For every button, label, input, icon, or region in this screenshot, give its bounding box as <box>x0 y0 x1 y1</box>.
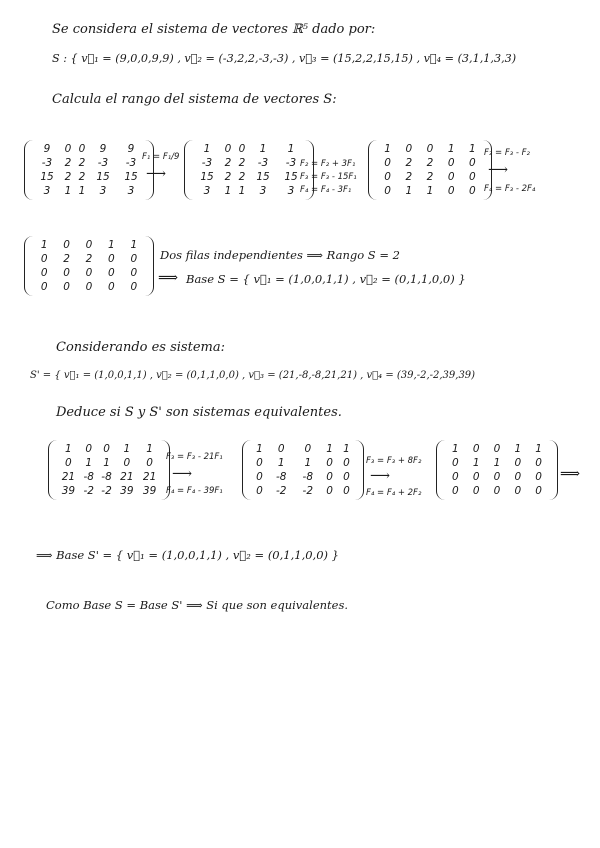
matrix-cell: 1 <box>277 457 285 469</box>
matrix-cell: 0 <box>130 253 138 265</box>
m7-table <box>445 442 549 498</box>
arrow-7: ⟹ <box>560 466 581 482</box>
row-op-3b <box>484 184 535 194</box>
matrix-cell: 0 <box>514 471 522 483</box>
matrix-cell: -3 <box>285 157 297 169</box>
m2-table <box>193 142 305 198</box>
matrix-cell: 0 <box>469 171 476 183</box>
matrix-cell: 2 <box>78 157 86 169</box>
matrix-row <box>33 280 145 294</box>
matrix-cell: 1 <box>469 143 476 155</box>
matrix-cell: -2 <box>83 485 94 497</box>
matrix-cell: -8 <box>275 471 287 483</box>
matrix-1 <box>24 140 154 200</box>
matrix-row <box>377 156 483 170</box>
row-op-6 <box>366 456 421 466</box>
matrix-cell: 0 <box>63 281 70 293</box>
conclusion-line: Como Base S = Base S' ⟹ Si que son equivalentes. <box>46 598 349 612</box>
result-base-s: Base S = { v⃗₁ = (1,0,0,1,1) , v⃗₂ = (0,1,1,0,0) } <box>186 272 466 286</box>
matrix-cell: 0 <box>535 485 542 497</box>
matrix-row <box>377 142 483 156</box>
matrix-cell: 2 <box>224 171 232 183</box>
matrix-cell: 2 <box>405 171 413 183</box>
matrix-cell: 0 <box>472 471 480 483</box>
matrix-cell: 0 <box>256 471 263 483</box>
matrix-row <box>33 266 145 280</box>
matrix-cell: 1 <box>452 443 459 455</box>
matrix-cell: 0 <box>452 457 459 469</box>
matrix-cell: 0 <box>343 471 350 483</box>
matrix-cell: 0 <box>469 185 476 197</box>
matrix-cell: 0 <box>40 281 48 293</box>
matrix-cell: 0 <box>472 443 480 455</box>
matrix-cell: 1 <box>40 239 48 251</box>
matrix-cell: 15 <box>256 171 270 183</box>
matrix-4 <box>24 236 154 296</box>
matrix-cell: 0 <box>343 485 350 497</box>
matrix-cell: 1 <box>130 239 138 251</box>
system-s2-line: S' = { v⃗₁ = (1,0,0,1,1) , v⃗₂ = (0,1,1,0,0) , v⃗₃ = (21,-8,-8,21,21) , v⃗₄ = (39,-2,-2,39,39) <box>30 370 476 381</box>
matrix-row <box>193 184 305 198</box>
matrix-cell: 3 <box>287 185 295 197</box>
matrix-cell: -3 <box>41 157 53 169</box>
matrix-cell: 1 <box>259 143 267 155</box>
matrix-cell: 0 <box>405 143 413 155</box>
matrix-cell: 0 <box>64 143 72 155</box>
matrix-row <box>33 156 145 170</box>
matrix-cell: 1 <box>103 457 110 469</box>
matrix-cell: 0 <box>493 443 501 455</box>
matrix-cell: 0 <box>277 443 285 455</box>
result-rank: Dos filas independientes ⟹ Rango S = 2 <box>160 248 400 262</box>
arrow-1: ⟶ <box>146 166 167 182</box>
matrix-cell: 0 <box>130 267 138 279</box>
matrix-cell: -8 <box>302 471 314 483</box>
matrix-cell: 0 <box>452 485 459 497</box>
matrix-row <box>193 170 305 184</box>
matrix-cell: 15 <box>284 171 298 183</box>
matrix-cell: 0 <box>108 253 115 265</box>
matrix-cell: 0 <box>256 485 263 497</box>
matrix-cell: 39 <box>120 485 134 497</box>
matrix-cell: 15 <box>96 171 110 183</box>
matrix-cell: 0 <box>326 485 333 497</box>
row-op-1-line: F₁ = F₁/9 <box>142 152 180 162</box>
m6-table <box>251 442 355 498</box>
matrix-cell: -3 <box>125 157 137 169</box>
matrix-cell: 0 <box>40 253 48 265</box>
task-line: Calcula el rango del sistema de vectores S: <box>52 92 337 107</box>
matrix-cell: 1 <box>224 185 232 197</box>
matrix-5 <box>48 440 170 500</box>
matrix-cell: 39 <box>142 485 157 497</box>
matrix-cell: -2 <box>275 485 287 497</box>
matrix-cell: 0 <box>130 281 138 293</box>
matrix-cell: 0 <box>447 171 455 183</box>
row-op-3 <box>484 148 530 158</box>
matrix-cell: 1 <box>65 443 72 455</box>
matrix-row <box>445 442 549 456</box>
matrix-cell: 1 <box>535 443 542 455</box>
matrix-cell: 0 <box>304 443 312 455</box>
arrow-3: ⟶ <box>488 162 509 178</box>
arrow-4: ⟹ <box>158 270 179 286</box>
matrix-row <box>57 470 161 484</box>
matrix-cell: 0 <box>493 485 501 497</box>
matrix-cell: 0 <box>224 143 232 155</box>
matrix-cell: 9 <box>43 143 51 155</box>
matrix-cell: 0 <box>514 485 522 497</box>
matrix-cell: 1 <box>447 143 455 155</box>
matrix-cell: 3 <box>99 185 107 197</box>
matrix-cell: 1 <box>203 143 211 155</box>
matrix-row <box>57 442 161 456</box>
matrix-cell: 0 <box>469 157 476 169</box>
matrix-cell: 0 <box>65 457 72 469</box>
matrix-cell: 0 <box>535 457 542 469</box>
matrix-cell: 15 <box>40 171 54 183</box>
matrix-cell: 21 <box>142 471 157 483</box>
matrix-cell: 1 <box>78 185 86 197</box>
matrix-row <box>251 470 355 484</box>
matrix-row <box>33 170 145 184</box>
arrow-5: ⟶ <box>172 466 193 482</box>
row-op-5-line-1: F₃ = F₃ - 21F₁ <box>166 452 223 462</box>
row-op-2-line-1: F₂ = F₂ + 3F₁ <box>300 159 356 169</box>
matrix-7 <box>436 440 558 500</box>
system-s-line: S : { v⃗₁ = (9,0,0,9,9) , v⃗₂ = (-3,2,2,-3,-3) , v⃗₃ = (15,2,2,15,15) , v⃗₄ = (3,1,1,3,3) <box>52 52 517 65</box>
matrix-row <box>251 484 355 498</box>
matrix-cell: 2 <box>85 253 93 265</box>
matrix-cell: 1 <box>123 443 131 455</box>
matrix-row <box>251 456 355 470</box>
matrix-cell: 0 <box>103 443 110 455</box>
row-op-6b <box>366 488 421 498</box>
matrix-row <box>33 238 145 252</box>
matrix-row <box>377 170 483 184</box>
matrix-cell: 0 <box>78 143 86 155</box>
matrix-row <box>251 442 355 456</box>
matrix-cell: -2 <box>302 485 314 497</box>
matrix-cell: 0 <box>63 267 70 279</box>
matrix-cell: 1 <box>146 443 153 455</box>
row-op-5b <box>166 486 223 496</box>
matrix-cell: 0 <box>493 471 501 483</box>
matrix-cell: 0 <box>535 471 542 483</box>
consider-line: Considerando es sistema: <box>56 340 225 355</box>
matrix-cell: 1 <box>493 457 501 469</box>
row-op-1 <box>142 152 179 162</box>
matrix-6 <box>242 440 364 500</box>
matrix-cell: 15 <box>124 171 138 183</box>
row-op-2 <box>300 158 357 197</box>
row-op-5-line-2: F₄ = F₄ - 39F₁ <box>166 486 223 496</box>
matrix-cell: 21 <box>120 471 134 483</box>
matrix-cell: 0 <box>40 267 48 279</box>
matrix-cell: 0 <box>343 457 350 469</box>
matrix-cell: 0 <box>63 239 70 251</box>
matrix-cell: 2 <box>63 253 70 265</box>
matrix-cell: 0 <box>326 457 333 469</box>
matrix-row <box>445 470 549 484</box>
matrix-row <box>57 484 161 498</box>
m5-table <box>57 442 161 498</box>
matrix-row <box>445 484 549 498</box>
matrix-3 <box>368 140 492 200</box>
matrix-cell: 2 <box>238 157 246 169</box>
arrow-6: ⟶ <box>370 468 391 484</box>
matrix-cell: 1 <box>256 443 263 455</box>
matrix-cell: 2 <box>78 171 86 183</box>
matrix-cell: -3 <box>257 157 269 169</box>
matrix-cell: 2 <box>405 157 413 169</box>
matrix-cell: 2 <box>238 171 246 183</box>
matrix-row <box>33 252 145 266</box>
m3-table <box>377 142 483 198</box>
matrix-cell: 0 <box>85 267 93 279</box>
row-op-2-line-3: F₄ = F₄ - 3F₁ <box>300 185 352 195</box>
matrix-cell: 0 <box>384 185 391 197</box>
matrix-cell: 1 <box>343 443 350 455</box>
matrix-cell: 1 <box>287 143 295 155</box>
matrix-row <box>193 142 305 156</box>
matrix-cell: 0 <box>472 485 480 497</box>
matrix-row <box>193 156 305 170</box>
matrix-cell: -2 <box>101 485 112 497</box>
m4-table <box>33 238 145 294</box>
matrix-row <box>377 184 483 198</box>
matrix-cell: -8 <box>83 471 94 483</box>
matrix-cell: 0 <box>108 267 115 279</box>
matrix-cell: 1 <box>108 239 115 251</box>
matrix-cell: 0 <box>256 457 263 469</box>
matrix-cell: 2 <box>224 157 232 169</box>
matrix-cell: 0 <box>123 457 131 469</box>
matrix-cell: 0 <box>85 239 93 251</box>
matrix-cell: 1 <box>64 185 72 197</box>
matrix-cell: 39 <box>61 485 76 497</box>
matrix-cell: 0 <box>238 143 246 155</box>
matrix-cell: 3 <box>43 185 51 197</box>
matrix-cell: 0 <box>384 157 391 169</box>
matrix-cell: 1 <box>426 185 434 197</box>
matrix-cell: 0 <box>146 457 153 469</box>
matrix-cell: 0 <box>85 443 93 455</box>
matrix-cell: 1 <box>514 443 522 455</box>
matrix-row <box>445 456 549 470</box>
matrix-cell: 0 <box>326 471 333 483</box>
matrix-cell: 0 <box>452 471 459 483</box>
row-op-3-line-2: F₄ = F₃ - 2F₄ <box>484 184 536 194</box>
matrix-cell: 3 <box>127 185 135 197</box>
matrix-cell: 1 <box>304 457 312 469</box>
matrix-cell: 1 <box>384 143 391 155</box>
row-op-3-line-1: F₃ = F₃ - F₂ <box>484 148 530 158</box>
matrix-cell: -3 <box>97 157 109 169</box>
matrix-cell: 0 <box>447 157 455 169</box>
matrix-cell: 0 <box>108 281 115 293</box>
matrix-cell: 1 <box>472 457 480 469</box>
row-op-6-line-1: F₃ = F₃ + 8F₂ <box>366 456 422 466</box>
matrix-cell: -8 <box>101 471 112 483</box>
row-op-2-line-2: F₃ = F₃ - 15F₁ <box>300 172 357 182</box>
m1-table <box>33 142 145 198</box>
matrix-cell: 15 <box>200 171 214 183</box>
matrix-cell: 1 <box>238 185 246 197</box>
matrix-cell: 9 <box>127 143 135 155</box>
matrix-row <box>33 184 145 198</box>
matrix-cell: -3 <box>201 157 213 169</box>
row-op-5 <box>166 452 223 462</box>
matrix-cell: 9 <box>99 143 107 155</box>
matrix-cell: 2 <box>426 157 434 169</box>
matrix-cell: 1 <box>85 457 93 469</box>
matrix-row <box>33 142 145 156</box>
matrix-cell: 2 <box>64 157 72 169</box>
matrix-cell: 3 <box>259 185 267 197</box>
matrix-cell: 1 <box>326 443 333 455</box>
matrix-cell: 3 <box>203 185 211 197</box>
matrix-cell: 1 <box>405 185 413 197</box>
intro-line: Se considera el sistema de vectores ℝ⁵ dado por: <box>52 22 376 37</box>
matrix-cell: 0 <box>85 281 93 293</box>
row-op-6-line-2: F₄ = F₄ + 2F₂ <box>366 488 422 498</box>
matrix-cell: 0 <box>384 171 391 183</box>
matrix-cell: 2 <box>64 171 72 183</box>
matrix-cell: 2 <box>426 171 434 183</box>
matrix-cell: 0 <box>426 143 434 155</box>
base-s2-line: ⟹ Base S' = { v⃗₁ = (1,0,0,1,1) , v⃗₂ = (0,1,1,0,0) } <box>36 548 339 562</box>
deduce-line: Deduce si S y S' son sistemas equivalentes. <box>56 405 342 420</box>
matrix-2 <box>184 140 314 200</box>
matrix-cell: 0 <box>514 457 522 469</box>
matrix-row <box>57 456 161 470</box>
matrix-cell: 21 <box>61 471 76 483</box>
matrix-cell: 0 <box>447 185 455 197</box>
